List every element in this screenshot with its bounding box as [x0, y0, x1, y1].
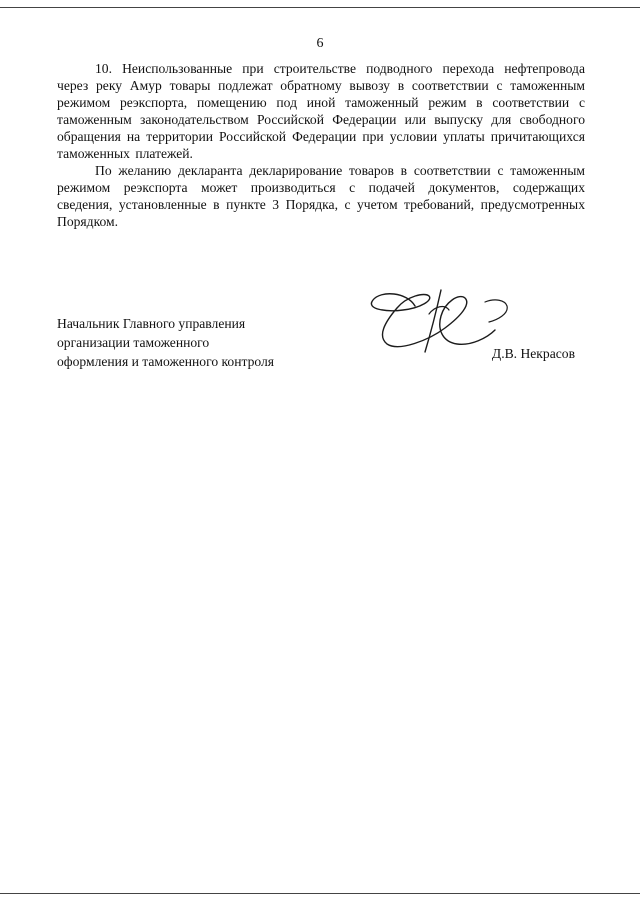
paragraph-declarant-option: По желанию декларанта декларирование товаров в соответствии с таможенным режимом реэкспорта может производиться с подачей документов, содержащих сведения, установленные в пункте 3 Порядка, с учетом требований, предусмотренных Порядком. — [57, 163, 585, 229]
page-top-edge-line — [0, 7, 640, 8]
page-number: 6 — [316, 36, 324, 51]
signature-block — [57, 286, 585, 376]
document-body — [57, 60, 585, 376]
paragraph-clause-10: 10. Неиспользованные при строительстве подводного перехода нефтепровода через реку Амур товары подлежат обратному вывозу в соответствии с таможенным режимом реэкспорта, помещению под иной таможенный режим в соответствии с таможенным законодательством Российской Федерации или выпуску для свободного обращения на территории Российской Федерации при условии уплаты причитающихся таможенных платежей. — [57, 61, 585, 161]
signatory-title-line: организации таможенного — [57, 335, 210, 350]
signatory-title-line: оформления и таможенного контроля — [57, 354, 275, 369]
page-bottom-edge-line — [0, 893, 640, 894]
signatory-title — [57, 314, 357, 371]
signatory-name: Д.В. Некрасов — [491, 346, 575, 361]
signatory-title-line: Начальник Главного управления — [57, 316, 246, 331]
